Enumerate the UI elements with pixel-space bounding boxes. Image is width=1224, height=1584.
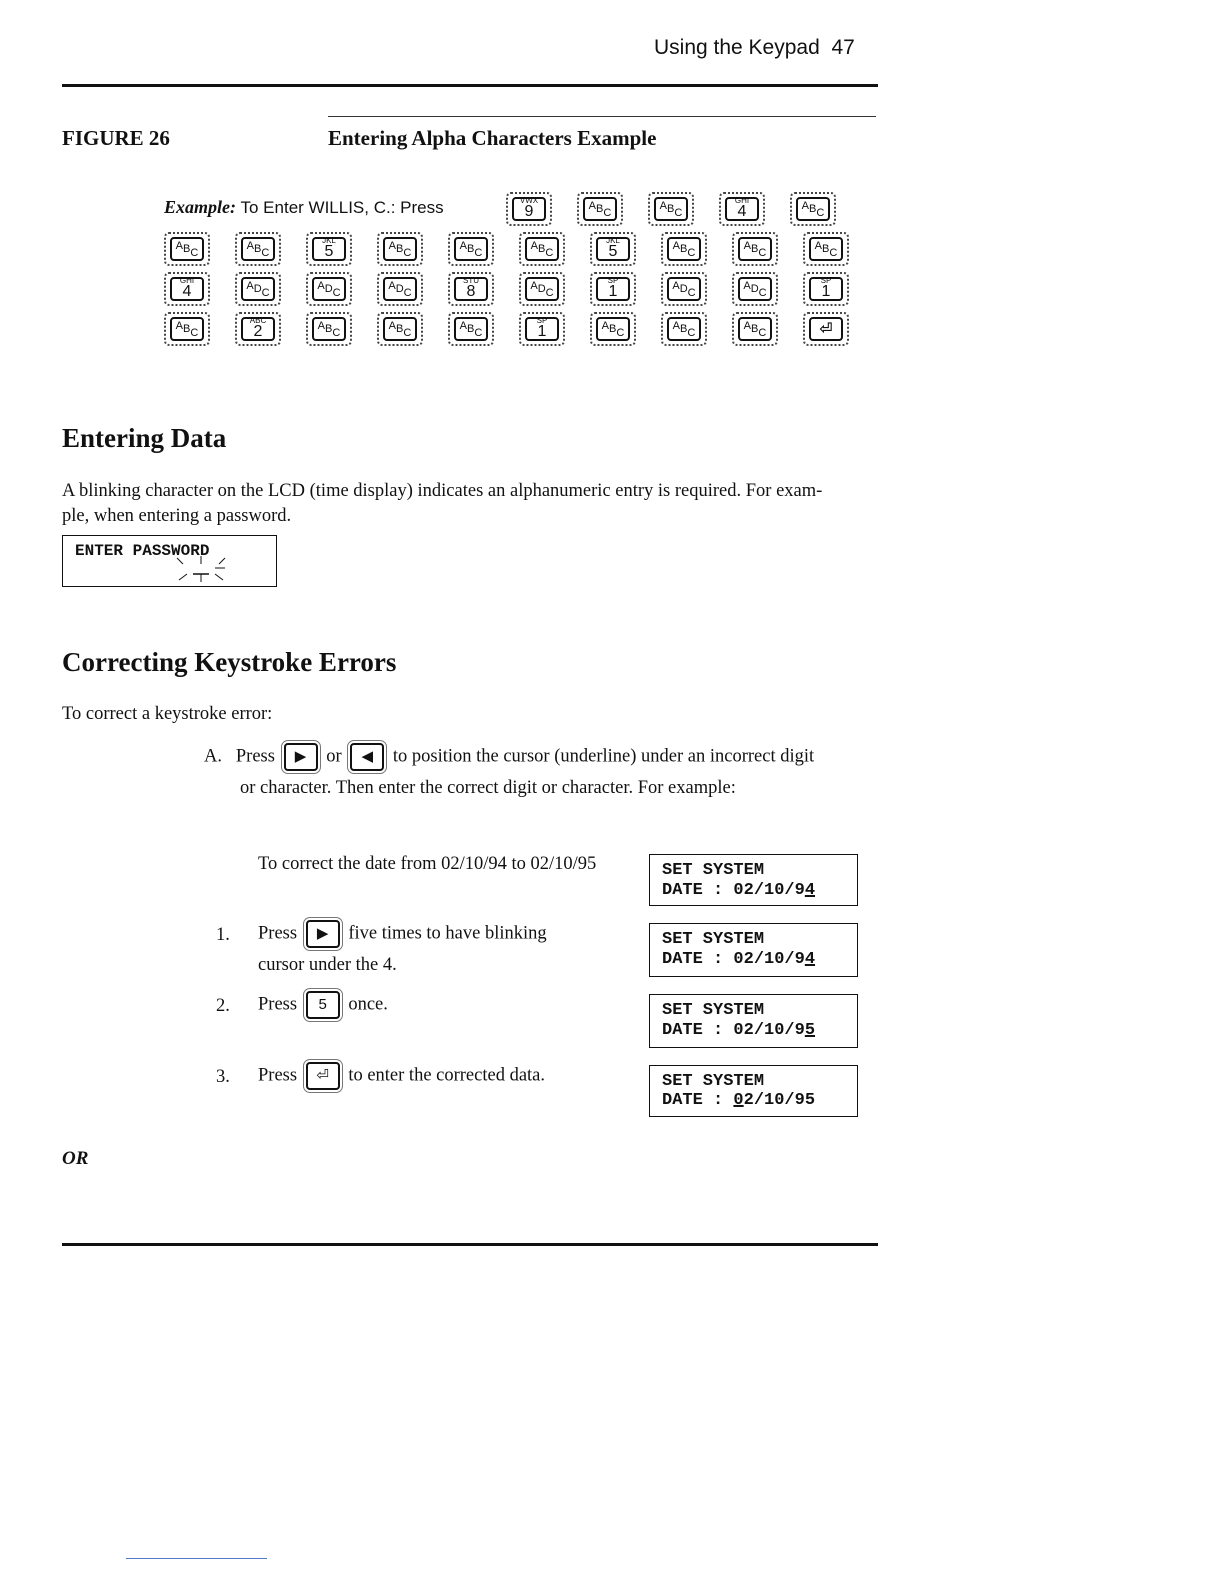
keypad-key: ABC xyxy=(448,232,494,266)
footer-rule xyxy=(62,1243,878,1246)
keypad-key: ADC xyxy=(306,272,352,306)
keypad-key: ADC xyxy=(519,272,565,306)
header-title: Using the Keypad xyxy=(654,36,820,59)
keypad-key: JKL 5 xyxy=(306,232,352,266)
keypad-key: GHI 4 xyxy=(719,192,765,226)
step-3-press: Press xyxy=(258,1065,298,1086)
correcting-heading: Correcting Keystroke Errors xyxy=(62,647,397,677)
keypad-key: ABC xyxy=(661,232,707,266)
step-1-number: 1. xyxy=(216,925,230,945)
password-lcd xyxy=(62,535,277,587)
keypad-key: ADC xyxy=(661,272,707,306)
keypad-key: ABC xyxy=(803,232,849,266)
step-a xyxy=(204,743,884,771)
step-1 xyxy=(258,920,547,948)
lcd-display xyxy=(649,923,858,977)
or-label: OR xyxy=(62,1148,89,1169)
enter-key-icon: ⏎ xyxy=(306,1062,340,1090)
keypad-key: ABC 2 xyxy=(235,312,281,346)
correcting-intro: To correct a keystroke error: xyxy=(62,704,273,724)
lcd-display xyxy=(649,994,858,1048)
lcd-line-1: SET SYSTEM xyxy=(662,1001,765,1020)
figure-label: FIGURE 26 xyxy=(62,126,170,150)
step-2-rest: once. xyxy=(348,994,388,1015)
example-text: To Enter WILLIS, C.: Press xyxy=(240,198,444,217)
keypad-key: ABC xyxy=(577,192,623,226)
step-a-press: Press xyxy=(235,746,275,767)
keypad-key: VWX 9 xyxy=(506,192,552,226)
keypad-key: ABC xyxy=(306,312,352,346)
lcd-line-1: SET SYSTEM xyxy=(662,861,765,880)
lcd-line-2: DATE : 02/10/95 xyxy=(662,1021,816,1040)
step-2-number: 2. xyxy=(216,996,230,1016)
keypad-key: ADC xyxy=(235,272,281,306)
lcd-text: ENTER PASSWORD xyxy=(75,542,210,560)
footer-blue-rule xyxy=(126,1558,267,1559)
keypad-key: ABC xyxy=(519,232,565,266)
step-a-letter: A. xyxy=(204,746,222,767)
lcd-display xyxy=(649,1065,858,1117)
right-arrow-key-icon: ▶ xyxy=(284,743,318,771)
keypad-key: ABC xyxy=(590,312,636,346)
lcd-line-2: DATE : 02/10/94 xyxy=(662,881,816,900)
header-rule xyxy=(62,84,878,87)
entering-data-heading: Entering Data xyxy=(62,423,227,453)
keypad-key: SP 1 xyxy=(519,312,565,346)
keypad-key xyxy=(803,312,849,346)
paragraph-line: A blinking character on the LCD (time display) indicates an alphanumeric entry is required. For exam- xyxy=(62,481,823,501)
keypad-key: ABC xyxy=(732,312,778,346)
keypad-key: SP 1 xyxy=(803,272,849,306)
step-1-rest: five times to have blinking xyxy=(348,923,547,944)
keypad-key: GHI 4 xyxy=(164,272,210,306)
keypad-key: ABC xyxy=(448,312,494,346)
figure-title: Entering Alpha Characters Example xyxy=(328,126,657,150)
step-3 xyxy=(258,1062,545,1090)
running-header xyxy=(654,36,855,60)
example-intro: To correct the date from 02/10/94 to 02/10/95 xyxy=(258,854,597,874)
step-3-number: 3. xyxy=(216,1067,230,1087)
step-1-press: Press xyxy=(258,923,298,944)
keypad-key: ABC xyxy=(790,192,836,226)
keypad-key: SP 1 xyxy=(590,272,636,306)
lcd-line-2: DATE : 02/10/94 xyxy=(662,950,816,969)
example-line xyxy=(164,197,444,218)
enter-key-icon: ⏎ xyxy=(819,321,833,338)
step-a-line2: or character. Then enter the correct digit or character. For example: xyxy=(240,778,736,798)
left-arrow-key-icon: ◀ xyxy=(350,743,384,771)
step-1-line2: cursor under the 4. xyxy=(258,955,397,975)
step-a-rest: to position the cursor (underline) under an incorrect digit xyxy=(392,746,815,767)
page-number: 47 xyxy=(831,36,855,59)
keypad-key: ABC xyxy=(164,232,210,266)
keypad-key: ABC xyxy=(164,312,210,346)
blink-indicator-icon xyxy=(171,554,231,582)
figure-title-rule xyxy=(328,116,876,117)
lcd-line-1: SET SYSTEM xyxy=(662,1072,765,1091)
keypad-key: JKL 5 xyxy=(590,232,636,266)
example-label: Example: xyxy=(164,197,236,217)
step-a-or: or xyxy=(326,746,342,767)
step-3-rest: to enter the corrected data. xyxy=(348,1065,546,1086)
key-5: 5 xyxy=(306,991,340,1019)
keypad-key: ABC xyxy=(732,232,778,266)
keypad-key: STU 8 xyxy=(448,272,494,306)
step-2-press: Press xyxy=(258,994,298,1015)
keypad-key: ABC xyxy=(235,232,281,266)
keypad-key: ADC xyxy=(377,272,423,306)
keypad-key: ABC xyxy=(377,312,423,346)
lcd-line-1: SET SYSTEM xyxy=(662,930,765,949)
lcd-line-2: DATE : 02/10/95 xyxy=(662,1091,816,1110)
keypad-key: ADC xyxy=(732,272,778,306)
paragraph-line: ple, when entering a password. xyxy=(62,506,292,526)
right-arrow-key-icon: ▶ xyxy=(306,920,340,948)
lcd-display xyxy=(649,854,858,906)
keypad-key: ABC xyxy=(648,192,694,226)
keypad-key: ABC xyxy=(377,232,423,266)
entering-data-paragraph xyxy=(62,479,882,529)
step-2 xyxy=(258,991,388,1019)
keypad-key: ABC xyxy=(661,312,707,346)
